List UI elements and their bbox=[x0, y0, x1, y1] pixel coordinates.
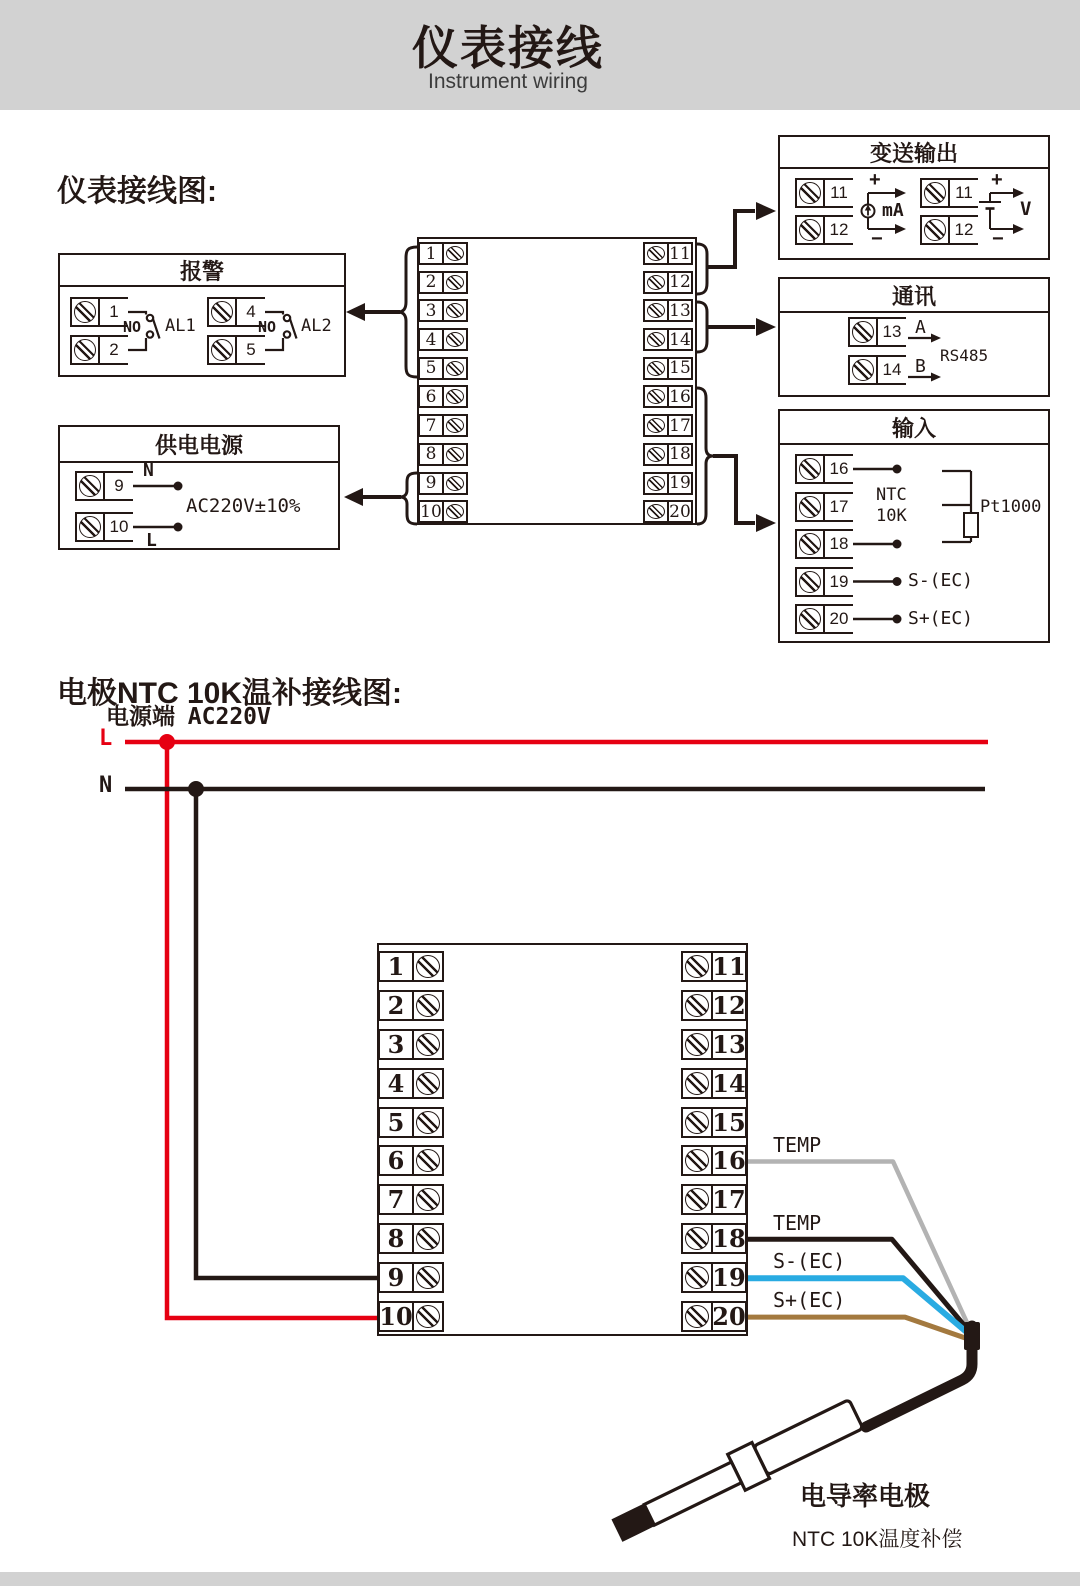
terminal-8: 8 bbox=[418, 443, 468, 466]
input-pt1000-label: Pt1000 bbox=[980, 497, 1042, 517]
screw-icon bbox=[412, 1070, 442, 1097]
terminal-18: 18 bbox=[681, 1223, 747, 1254]
arrow-to-power bbox=[344, 488, 363, 506]
terminal-14: 14 bbox=[643, 328, 693, 351]
screw-icon bbox=[442, 445, 466, 464]
terminal-9: 9 bbox=[418, 472, 468, 495]
screw-icon bbox=[412, 1186, 442, 1213]
screw-icon bbox=[412, 953, 442, 980]
input-terminal-18: 18 bbox=[795, 529, 853, 559]
screw-icon bbox=[920, 178, 950, 208]
wire-temp2-label: TEMP bbox=[773, 1211, 822, 1235]
power-terminal-9: 9 bbox=[75, 471, 133, 501]
screw-icon bbox=[442, 301, 466, 320]
ec-plus-wire-brown bbox=[748, 1317, 971, 1340]
page-title: 仪表接线 bbox=[412, 22, 604, 74]
transmit-v-terminal-11: 11 bbox=[920, 178, 978, 208]
screw-icon bbox=[795, 529, 825, 559]
screw-icon bbox=[795, 567, 825, 597]
screw-icon bbox=[412, 1303, 442, 1330]
terminal-16: 16 bbox=[681, 1145, 747, 1176]
terminal-19: 19 bbox=[681, 1262, 747, 1293]
line-n-label: N bbox=[99, 773, 113, 798]
v-plus-label: + bbox=[991, 169, 1003, 191]
power-terminal-10: 10 bbox=[75, 512, 133, 542]
lower-block-right-terminals bbox=[681, 951, 747, 1332]
v-minus-label: − bbox=[992, 228, 1004, 250]
section1-label: 仪表接线图: bbox=[57, 175, 217, 208]
screw-icon bbox=[207, 335, 237, 365]
terminal-1: 1 bbox=[418, 242, 468, 265]
terminal-10: 10 bbox=[378, 1301, 444, 1332]
terminal-8: 8 bbox=[378, 1223, 444, 1254]
ma-plus-label: + bbox=[869, 169, 881, 191]
terminal-2: 2 bbox=[418, 271, 468, 294]
screw-icon bbox=[645, 273, 669, 292]
terminal-9: 9 bbox=[378, 1262, 444, 1293]
screw-icon bbox=[412, 1264, 442, 1291]
wire-s-minus-label: S-(EC) bbox=[773, 1249, 846, 1273]
input-s-plus-label: S+(EC) bbox=[908, 608, 974, 629]
screw-icon bbox=[645, 244, 669, 263]
terminal-6: 6 bbox=[378, 1145, 444, 1176]
cable-ferrule bbox=[964, 1322, 980, 1350]
terminal-15: 15 bbox=[643, 357, 693, 380]
terminal-2: 2 bbox=[378, 990, 444, 1021]
transmit-box-title: 变送输出 bbox=[780, 137, 1048, 169]
screw-icon bbox=[645, 445, 669, 464]
supply-name: 电源端 bbox=[106, 703, 175, 729]
electrode-name-label: 电导率电极 bbox=[800, 1481, 931, 1511]
screw-icon bbox=[645, 474, 669, 493]
terminal-3: 3 bbox=[378, 1029, 444, 1060]
electrode-cable bbox=[866, 1326, 972, 1427]
comm-box bbox=[778, 277, 1050, 397]
alarm-terminal-1: 1 bbox=[70, 297, 128, 327]
terminal-4: 4 bbox=[418, 328, 468, 351]
screw-icon bbox=[645, 359, 669, 378]
screw-icon bbox=[70, 297, 100, 327]
screw-icon bbox=[412, 1147, 442, 1174]
screw-icon bbox=[442, 359, 466, 378]
transmit-ma-terminal-12: 12 bbox=[795, 215, 853, 245]
alarm-no2-label: NO bbox=[258, 318, 277, 336]
power-n-label: N bbox=[143, 460, 154, 481]
alarm-al2-label: AL2 bbox=[301, 316, 332, 336]
screw-icon bbox=[75, 471, 105, 501]
electrode-note-label: NTC 10K温度补偿 bbox=[792, 1528, 963, 1551]
screw-icon bbox=[795, 178, 825, 208]
terminal-20: 20 bbox=[643, 500, 693, 523]
comm-terminal-13: 13 bbox=[848, 317, 906, 347]
arrow-to-input bbox=[756, 514, 776, 532]
screw-icon bbox=[442, 387, 466, 406]
transmit-v-terminal-12: 12 bbox=[920, 215, 978, 245]
alarm-terminal-5: 5 bbox=[207, 335, 265, 365]
screw-icon bbox=[645, 330, 669, 349]
alarm-no1-label: NO bbox=[123, 318, 142, 336]
wire-s-plus-label: S+(EC) bbox=[773, 1288, 846, 1312]
screw-icon bbox=[683, 1186, 713, 1213]
screw-icon bbox=[920, 215, 950, 245]
upper-block-left-terminals bbox=[418, 242, 468, 523]
terminal-18: 18 bbox=[643, 443, 693, 466]
screw-icon bbox=[795, 604, 825, 634]
screw-icon bbox=[683, 1303, 713, 1330]
screw-icon bbox=[442, 330, 466, 349]
screw-icon bbox=[683, 1070, 713, 1097]
supply-voltage: AC220V bbox=[187, 704, 271, 730]
terminal-19: 19 bbox=[643, 472, 693, 495]
screw-icon bbox=[75, 512, 105, 542]
terminal-11: 11 bbox=[643, 242, 693, 265]
screw-icon bbox=[683, 1031, 713, 1058]
screw-icon bbox=[442, 273, 466, 292]
comm-protocol-label: RS485 bbox=[940, 346, 989, 365]
terminal-20: 20 bbox=[681, 1301, 747, 1332]
terminal-14: 14 bbox=[681, 1068, 747, 1099]
screw-icon bbox=[412, 1031, 442, 1058]
input-terminal-16: 16 bbox=[795, 454, 853, 484]
screw-icon bbox=[412, 1225, 442, 1252]
terminal-16: 16 bbox=[643, 385, 693, 408]
screw-icon bbox=[683, 1147, 713, 1174]
power-spec-label: AC220V±10% bbox=[186, 495, 301, 517]
terminal-5: 5 bbox=[378, 1107, 444, 1138]
screw-icon bbox=[848, 317, 878, 347]
terminal-12: 12 bbox=[681, 990, 747, 1021]
ma-minus-label: − bbox=[871, 228, 883, 250]
terminal-11: 11 bbox=[681, 951, 747, 982]
screw-icon bbox=[412, 1109, 442, 1136]
power-box-title: 供电电源 bbox=[60, 427, 338, 463]
comm-box-title: 通讯 bbox=[780, 279, 1048, 313]
terminal-6: 6 bbox=[418, 385, 468, 408]
upper-block-right-terminals bbox=[643, 242, 693, 523]
supply-label bbox=[106, 704, 271, 730]
page-subtitle: Instrument wiring bbox=[428, 70, 588, 93]
alarm-terminal-2: 2 bbox=[70, 335, 128, 365]
screw-icon bbox=[442, 416, 466, 435]
alarm-terminal-4: 4 bbox=[207, 297, 265, 327]
lower-block-left-terminals bbox=[378, 951, 444, 1332]
screw-icon bbox=[70, 335, 100, 365]
section2-label: 电极NTC 10K温补接线图: bbox=[57, 677, 403, 710]
conductivity-electrode bbox=[608, 1396, 865, 1549]
input-10k-label: 10K bbox=[876, 506, 907, 526]
v-unit-label: V bbox=[1020, 198, 1032, 220]
footer-band bbox=[0, 1572, 1080, 1586]
arrow-to-transmit bbox=[756, 202, 776, 220]
terminal-17: 17 bbox=[643, 414, 693, 437]
screw-icon bbox=[683, 953, 713, 980]
screw-icon bbox=[645, 301, 669, 320]
terminal-15: 15 bbox=[681, 1107, 747, 1138]
screw-icon bbox=[442, 474, 466, 493]
screw-icon bbox=[442, 244, 466, 263]
ma-unit-label: mA bbox=[882, 200, 904, 221]
comm-terminal-14: 14 bbox=[848, 355, 906, 385]
power-l-label: L bbox=[146, 530, 157, 551]
terminal-4: 4 bbox=[378, 1068, 444, 1099]
electrode-tip bbox=[611, 1504, 654, 1542]
transmit-ma-terminal-11: 11 bbox=[795, 178, 853, 208]
screw-icon bbox=[412, 992, 442, 1019]
line-l-label: L bbox=[99, 726, 113, 751]
input-ntc-label: NTC bbox=[876, 485, 907, 505]
terminal-7: 7 bbox=[418, 414, 468, 437]
arrow-to-comm bbox=[756, 318, 776, 336]
screw-icon bbox=[207, 297, 237, 327]
input-s-minus-label: S-(EC) bbox=[908, 570, 974, 591]
screw-icon bbox=[683, 1264, 713, 1291]
input-terminal-20: 20 bbox=[795, 604, 853, 634]
screw-icon bbox=[645, 387, 669, 406]
terminal-5: 5 bbox=[418, 357, 468, 380]
input-terminal-17: 17 bbox=[795, 492, 853, 522]
comm-a-label: A bbox=[915, 317, 926, 338]
terminal-3: 3 bbox=[418, 299, 468, 322]
terminal-7: 7 bbox=[378, 1184, 444, 1215]
screw-icon bbox=[683, 1225, 713, 1252]
screw-icon bbox=[683, 992, 713, 1019]
screw-icon bbox=[645, 416, 669, 435]
terminal-17: 17 bbox=[681, 1184, 747, 1215]
input-terminal-19: 19 bbox=[795, 567, 853, 597]
wire-temp1-label: TEMP bbox=[773, 1133, 822, 1157]
screw-icon bbox=[645, 502, 669, 521]
alarm-al1-label: AL1 bbox=[165, 316, 196, 336]
screw-icon bbox=[848, 355, 878, 385]
terminal-12: 12 bbox=[643, 271, 693, 294]
screw-icon bbox=[795, 215, 825, 245]
comm-b-label: B bbox=[915, 356, 926, 377]
terminal-13: 13 bbox=[681, 1029, 747, 1060]
screw-icon bbox=[795, 492, 825, 522]
arrow-to-alarm bbox=[346, 303, 365, 321]
terminal-10: 10 bbox=[418, 500, 468, 523]
terminal-13: 13 bbox=[643, 299, 693, 322]
input-box-title: 输入 bbox=[780, 411, 1048, 445]
terminal-1: 1 bbox=[378, 951, 444, 982]
screw-icon bbox=[683, 1109, 713, 1136]
screw-icon bbox=[442, 502, 466, 521]
alarm-box-title: 报警 bbox=[60, 255, 344, 287]
screw-icon bbox=[795, 454, 825, 484]
